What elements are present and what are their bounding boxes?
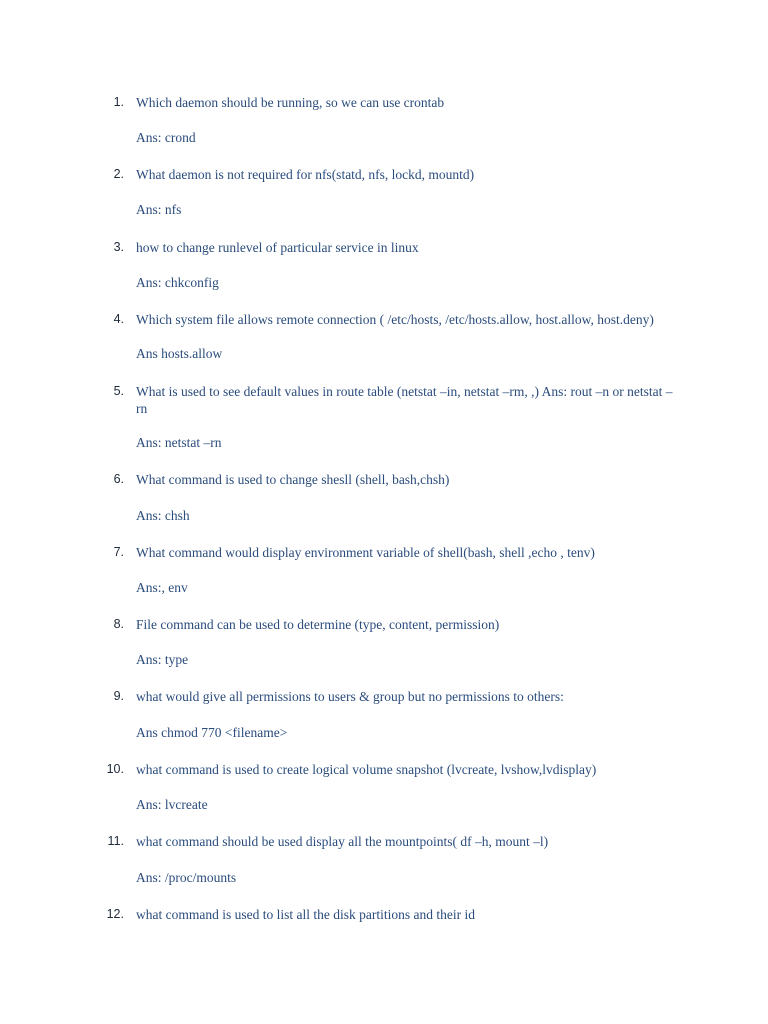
question-text: what command is used to create logical volume snapshot (lvcreate, lvshow,lvdisplay) [136,762,597,777]
answer-3: Ans: chkconfig [136,275,219,290]
question-text: What is used to see default values in route table (netstat –in, netstat –rm, ,) Ans: rout –n or netstat –rn [136,384,673,416]
answer-2: Ans: nfs [136,202,182,217]
answer-5: Ans: netstat –rn [136,435,222,450]
answer-1: Ans: crond [136,130,196,145]
answer-9: Ans chmod 770 <filename> [136,725,288,740]
question-number: 3. [113,240,124,254]
answer-7: Ans:, env [136,580,188,595]
question-text: What command is used to change shesll (shell, bash,chsh) [136,472,450,487]
question-number: 1. [113,95,124,109]
question-text: what would give all permissions to users & group but no permissions to others: [136,689,564,704]
question-number: 7. [113,545,124,559]
answer-4: Ans hosts.allow [136,346,223,361]
question-text: Which daemon should be running, so we can use crontab [136,95,445,110]
question-number: 5. [113,384,124,398]
answer-10: Ans: lvcreate [136,797,208,812]
question-number: 2. [113,167,124,181]
answer-11: Ans: /proc/mounts [136,870,237,885]
question-text: File command can be used to determine (type, content, permission) [136,617,500,632]
question-number: 10. [106,762,124,776]
answer-8: Ans: type [136,652,189,667]
question-number: 4. [113,312,124,326]
question-text: what command is used to list all the disk partitions and their id [136,907,475,922]
question-text: What command would display environment variable of shell(bash, shell ,echo , tenv) [136,545,595,560]
question-number: 8. [113,617,124,631]
question-number: 9. [113,689,124,703]
question-number: 6. [113,472,124,486]
question-number: 11. [107,834,124,848]
question-text: Which system file allows remote connection ( /etc/hosts, /etc/hosts.allow, host.allow, host.deny) [136,312,654,327]
question-text: how to change runlevel of particular service in linux [136,240,419,255]
question-text: what command should be used display all the mountpoints( df –h, mount –l) [136,834,549,849]
question-text: What daemon is not required for nfs(statd, nfs, lockd, mountd) [136,167,475,182]
answer-6: Ans: chsh [136,508,190,523]
question-number: 12. [106,907,124,921]
